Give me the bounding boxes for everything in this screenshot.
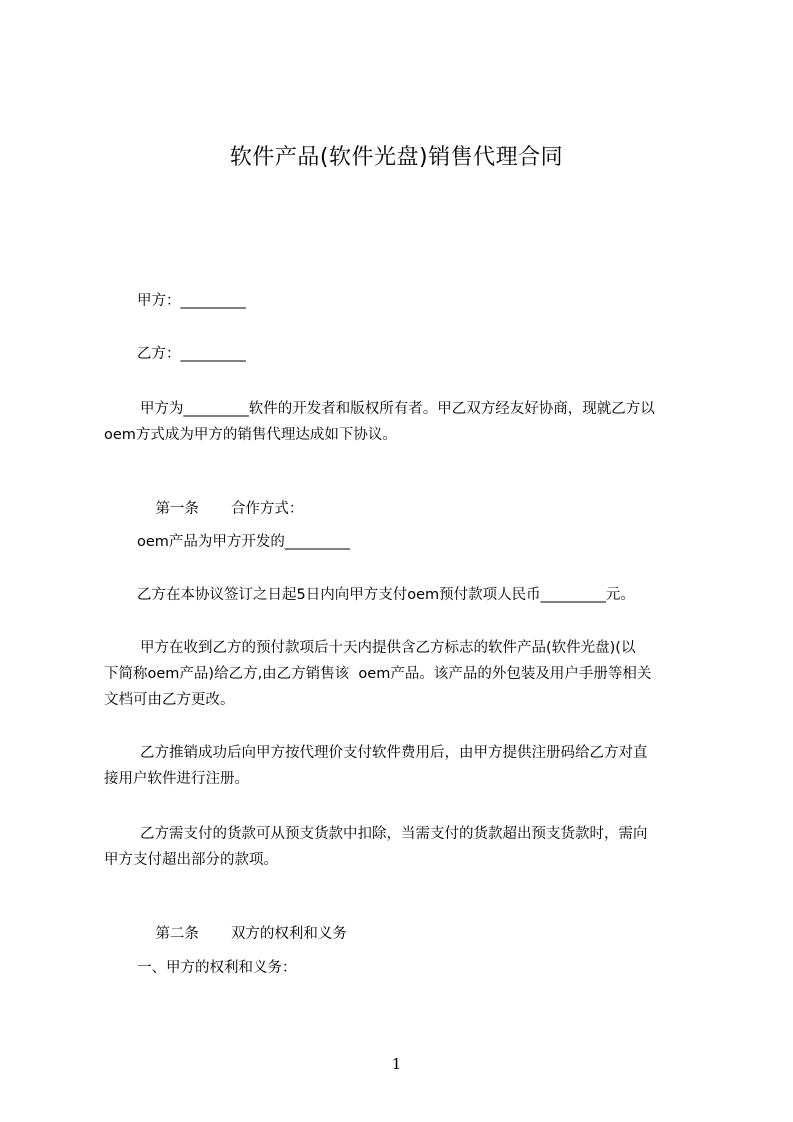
article-2-heading [137, 904, 347, 964]
intro-line-1: 甲方为_________软件的开发者和版权所有者。甲乙双方经友好协商，现就乙方以 [140, 401, 655, 417]
oem-product-line: oem产品为甲方开发的_________ [137, 534, 351, 550]
party-a-line: 甲方：_________ [137, 293, 246, 309]
article-2-title: 双方的权利和义务 [230, 926, 347, 942]
article-1-heading [137, 479, 303, 539]
prepayment-line: 乙方在本协议签订之日起5日内向甲方支付oem预付款项人民币_________元。 [137, 587, 635, 603]
party-b-line: 乙方：_________ [137, 346, 246, 362]
delivery-line-2: 下简称oem产品)给乙方,由乙方销售该 oem产品。该产品的外包装及用户手册等相关 [104, 666, 652, 682]
page-number: 1 [391, 1055, 402, 1073]
payment-line-1: 乙方需支付的货款可从预支货款中扣除，当需支付的货款超出预支货款时，需向 [140, 826, 648, 842]
delivery-line-3: 文档可由乙方更改。 [104, 692, 235, 708]
article-1-title: 合作方式： [230, 501, 304, 517]
registration-line-1: 乙方推销成功后向甲方按代理价支付软件费用后，由甲方提供注册码给乙方对直 [140, 745, 648, 761]
article-2-label: 第二条 [155, 926, 199, 942]
article-1-label: 第一条 [155, 501, 199, 517]
payment-line-2: 甲方支付超出部分的款项。 [104, 852, 278, 868]
section-1-heading: 一、甲方的权利和义务： [137, 960, 297, 976]
delivery-line-1: 甲方在收到乙方的预付款项后十天内提供含乙方标志的软件产品(软件光盘)(以 [140, 640, 636, 656]
intro-line-2: oem方式成为甲方的销售代理达成如下协议。 [104, 427, 397, 443]
registration-line-2: 接用户软件进行注册。 [104, 771, 249, 787]
document-title: 软件产品(软件光盘)销售代理合同 [229, 145, 564, 170]
